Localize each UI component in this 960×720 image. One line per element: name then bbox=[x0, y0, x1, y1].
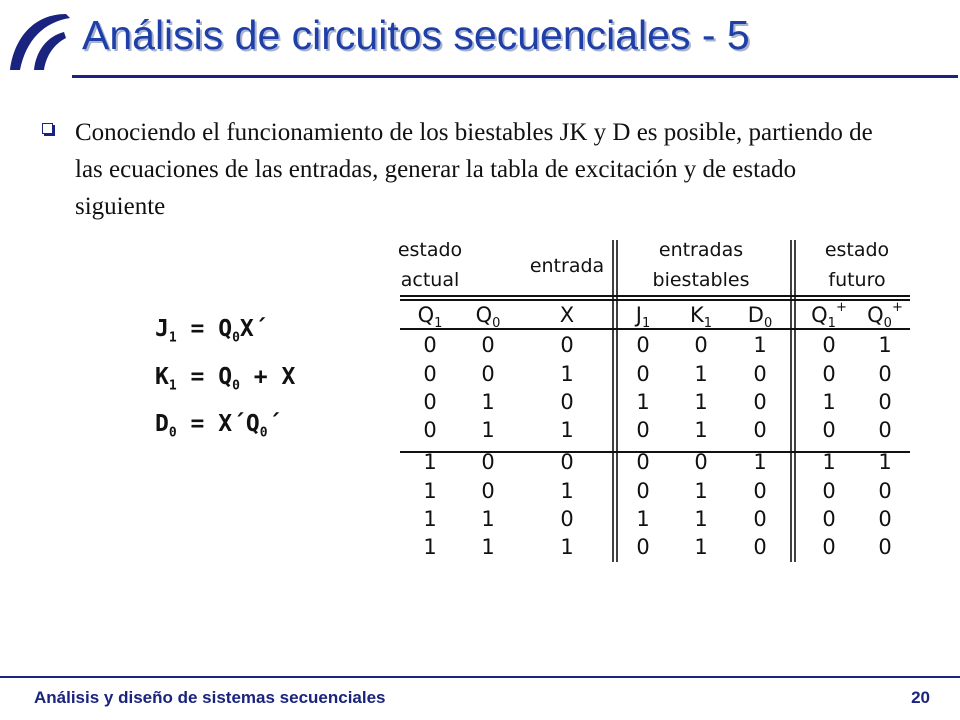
column-header: $K_1$ bbox=[689, 303, 713, 331]
column-header: $D_0$ bbox=[747, 303, 773, 331]
table-cell: 0 bbox=[753, 479, 767, 503]
table-cell: 1 bbox=[878, 333, 892, 357]
table-cell: 1 bbox=[481, 507, 495, 531]
group-header-line2: futuro bbox=[828, 269, 886, 291]
table-cell: 1 bbox=[694, 507, 708, 531]
table-cell: 1 bbox=[423, 479, 437, 503]
footer-divider bbox=[0, 676, 960, 678]
table-cell: 0 bbox=[878, 418, 892, 442]
table-cell: 0 bbox=[878, 507, 892, 531]
table-cell: 1 bbox=[753, 450, 767, 474]
table-cell: 1 bbox=[423, 507, 437, 531]
table-cell: 1 bbox=[694, 535, 708, 559]
bullet-text: Conociendo el funcionamiento de los biestables JK y D es posible, partiendo de las ecuaciones de las entradas, generar la tabla de excitación y de estado siguiente bbox=[75, 119, 873, 220]
table-cell: 1 bbox=[694, 362, 708, 386]
table-cell: 1 bbox=[560, 418, 574, 442]
table-cell: 0 bbox=[753, 535, 767, 559]
table-cell: 0 bbox=[636, 333, 650, 357]
table-cell: 0 bbox=[878, 362, 892, 386]
table-cell: 1 bbox=[822, 450, 836, 474]
table-cell: 0 bbox=[694, 450, 708, 474]
table-cell: 0 bbox=[878, 535, 892, 559]
table-cell: 0 bbox=[636, 362, 650, 386]
table-cell: 0 bbox=[636, 535, 650, 559]
equation-d0: $D_0$ = $X´Q_0´$ bbox=[155, 411, 282, 441]
table-cell: 0 bbox=[423, 333, 437, 357]
table-cell: 0 bbox=[822, 535, 836, 559]
table-cell: 0 bbox=[636, 450, 650, 474]
table-cell: 0 bbox=[560, 450, 574, 474]
column-header: $Q_1$ bbox=[417, 303, 443, 331]
table-cell: 0 bbox=[822, 479, 836, 503]
table-cell: 1 bbox=[694, 479, 708, 503]
table-cell: 0 bbox=[636, 479, 650, 503]
group-header-line1: entrada bbox=[529, 255, 605, 277]
table-cell: 1 bbox=[560, 362, 574, 386]
column-header: $J_1$ bbox=[635, 303, 651, 331]
state-table bbox=[395, 236, 920, 566]
column-header: $Q_0$ bbox=[475, 303, 501, 331]
equation-rhs: = $X´Q_0´$ bbox=[190, 411, 282, 441]
table-cell: 0 bbox=[694, 333, 708, 357]
column-header: $Q_1^+$ bbox=[811, 300, 847, 331]
university-logo-icon bbox=[4, 8, 72, 74]
table-cell: 1 bbox=[636, 390, 650, 414]
title-divider bbox=[72, 75, 958, 78]
table-cell: 0 bbox=[423, 390, 437, 414]
table-cell: 0 bbox=[753, 418, 767, 442]
table-cell: 1 bbox=[481, 390, 495, 414]
table-cell: 1 bbox=[636, 507, 650, 531]
table-cell: 0 bbox=[878, 479, 892, 503]
equation-j1: $J_1$ = $Q_0X´$ bbox=[155, 316, 268, 346]
group-header-line2: actual bbox=[400, 269, 460, 291]
table-cell: 1 bbox=[481, 535, 495, 559]
table-cell: 0 bbox=[822, 418, 836, 442]
table-cell: 1 bbox=[878, 450, 892, 474]
group-header-line1: estado bbox=[397, 239, 463, 261]
equation-k1: $K_1 = Q_0 + X$ bbox=[155, 363, 296, 394]
table-cell: 0 bbox=[878, 390, 892, 414]
table-cell: 0 bbox=[560, 333, 574, 357]
table-cell: 1 bbox=[560, 535, 574, 559]
bullet-square-icon bbox=[42, 123, 53, 134]
table-cell: 0 bbox=[753, 507, 767, 531]
table-cell: 0 bbox=[423, 362, 437, 386]
table-cell: 0 bbox=[481, 333, 495, 357]
table-cell: 0 bbox=[822, 362, 836, 386]
table-cell: 1 bbox=[423, 450, 437, 474]
table-cell: 1 bbox=[694, 418, 708, 442]
table-cell: 0 bbox=[481, 362, 495, 386]
table-cell: 0 bbox=[481, 450, 495, 474]
table-cell: 0 bbox=[481, 479, 495, 503]
group-header-line1: entradas bbox=[658, 239, 744, 261]
table-cell: 1 bbox=[560, 479, 574, 503]
equation-rhs: = $Q_0X´$ bbox=[190, 316, 268, 346]
page-number: 20 bbox=[911, 688, 930, 707]
group-header-line1: estado bbox=[824, 239, 890, 261]
table-cell: 0 bbox=[753, 390, 767, 414]
table-cell: 0 bbox=[753, 362, 767, 386]
equations-block bbox=[155, 310, 295, 453]
table-cell: 0 bbox=[423, 418, 437, 442]
table-cell: 0 bbox=[560, 507, 574, 531]
table-cell: 0 bbox=[636, 418, 650, 442]
column-header: $Q_0^+$ bbox=[867, 300, 903, 331]
table-cell: 1 bbox=[753, 333, 767, 357]
table-cell: 0 bbox=[560, 390, 574, 414]
page-title: Análisis de circuitos secuenciales - 5 bbox=[82, 12, 750, 58]
table-cell: 1 bbox=[481, 418, 495, 442]
column-header: X bbox=[559, 303, 575, 327]
footer-course-title: Análisis y diseño de sistemas secuenciales bbox=[34, 688, 386, 707]
group-header-line2: biestables bbox=[652, 269, 750, 291]
table-cell: 1 bbox=[423, 535, 437, 559]
equation-rhs: = $Q_0 + X$ bbox=[190, 363, 296, 394]
table-cell: 1 bbox=[822, 390, 836, 414]
table-cell: 0 bbox=[822, 507, 836, 531]
table-cell: 0 bbox=[822, 333, 836, 357]
table-cell: 1 bbox=[694, 390, 708, 414]
